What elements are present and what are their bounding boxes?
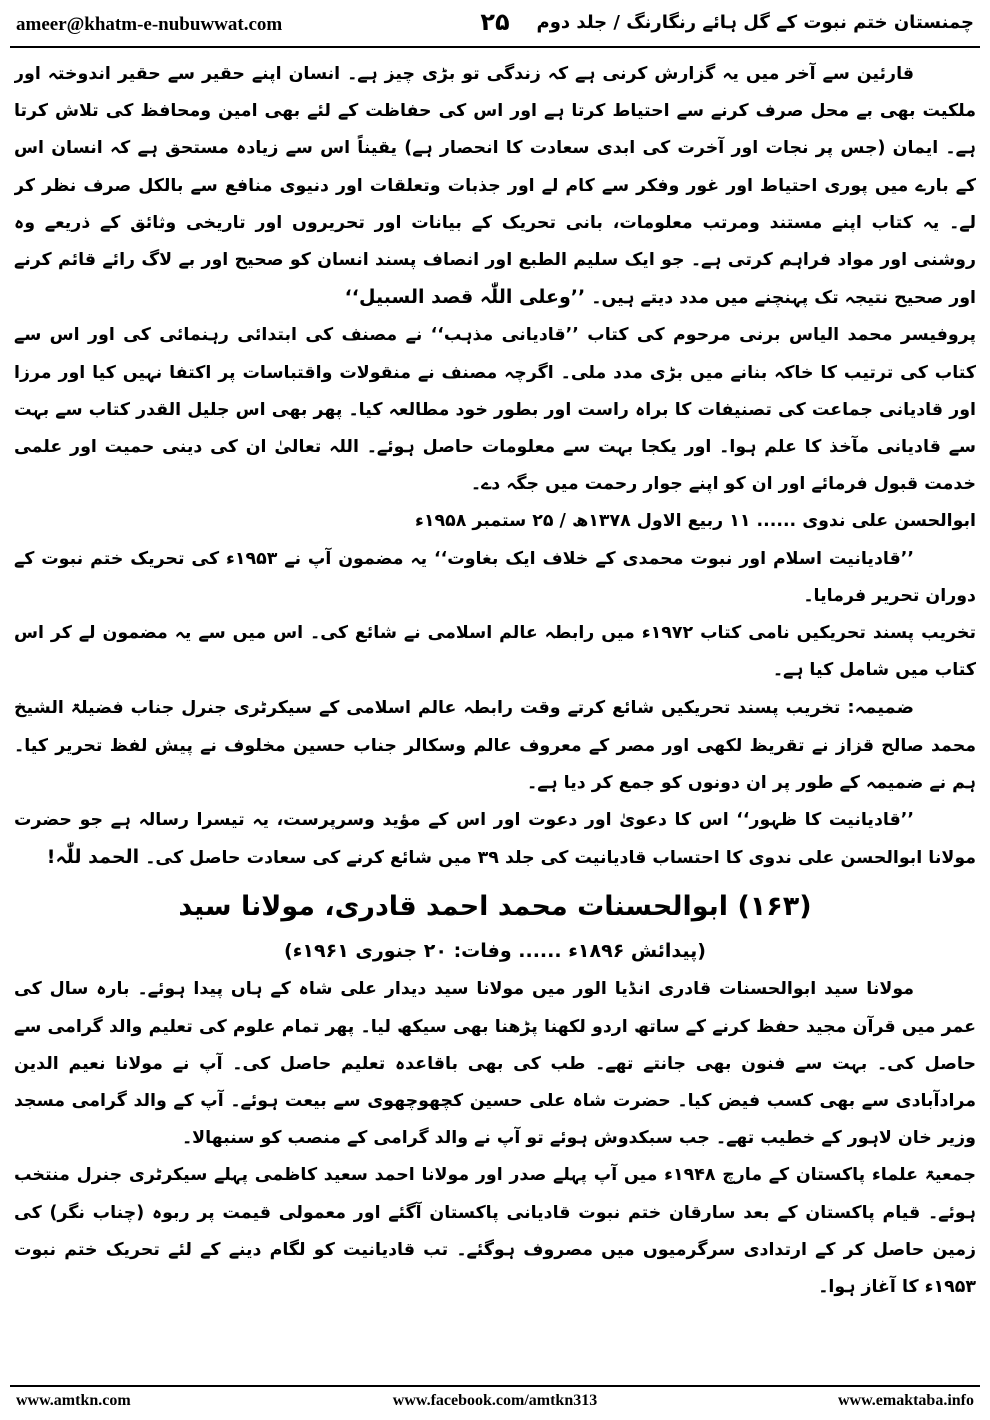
paragraph-barni: پروفیسر محمد الیاس برنی مرحوم کی کتاب ’’قادیانی مذہب‘‘ نے مصنف کی ابتدائی رہنمائی کی اور اس سے کتاب کی ترتیب کا خاکہ بنانے میں بڑی مدد ملی۔ اگرچہ مصنف نے منقولات واقتباسات پر اکتفا نہیں کیا اور مرزا اور قادیانی جماعت کی تصنیفات کا براہ راست اور بطور خود مطالعہ کیا۔ پھر بھی اس جلیل القدر کتاب سے بہت سے قادیانی مآخذ کا علم ہوا۔ اور یکجا بہت سے معلومات حاصل ہوئے۔ اللہ تعالیٰ ان کی دینی حمیت اور علمی خدمت قبول فرمائے اور ان کو اپنے جوار رحمت میں جگہ دے۔	[14, 325, 976, 495]
header-divider	[10, 46, 980, 48]
paragraph-jamiat: جمعیۃ علماء پاکستان کے مارچ ۱۹۴۸ء میں آپ پہلے صدر اور مولانا احمد سعید کاظمی پہلے سیکرٹری جنرل منتخب ہوئے۔ قیام پاکستان کے بعد سارقان ختم نبوت قادیانی پاکستان آگئے اور معمولی قیمت پر ربوہ (چناب نگر) کی زمین حاصل کر کے ارتدادی سرگرمیوں میں مصروف ہوگئے۔ تب قادیانیت کو لگام دینے کے لئے تحریک ختم نبوت ۱۹۵۳ء کا آغاز ہوا۔	[14, 1165, 976, 1298]
arabic-quote: ’’وعلی اللّٰہ قصد السبیل‘‘	[344, 286, 586, 309]
paragraph-third-treatise	[14, 802, 976, 877]
paragraph-appendix	[14, 689, 976, 802]
footer-link-emaktaba[interactable]: www.emaktaba.info	[837, 1392, 974, 1409]
author-signature: ابوالحسن علی ندوی ...... ۱۱ ربیع الاول ۱۳۷۸ھ / ۲۵ ستمبر ۱۹۵۸ء	[415, 511, 976, 532]
footer-divider	[10, 1385, 980, 1387]
paragraph-article: ’’قادیانیت اسلام اور نبوت محمدی کے خلاف ایک بغاوت‘‘ یہ مضمون آپ نے ۱۹۵۳ء کی تحریک ختم نبوت کے دوران تحریر فرمایا۔	[14, 548, 976, 606]
page-number: ۲۵	[480, 8, 510, 36]
book-title: چمنستان ختم نبوت کے گل ہائے رنگارنگ / جلد دوم	[536, 12, 974, 33]
page-header	[10, 6, 980, 42]
appendix-label: ضمیمہ:	[847, 697, 915, 719]
page-footer	[10, 1390, 980, 1416]
paragraph-biography: مولانا سید ابوالحسنات قادری انڈیا الور میں مولانا سید دیدار علی شاہ کے ہاں پیدا ہوئے۔ بارہ سال کی عمر میں قرآن مجید حفظ کرنے کے ساتھ اردو لکھنا پڑھنا بھی سیکھ لیا۔ پھر تمام علوم کی تعلیم والد گرامی سے حاصل کی۔ بہت سے فنون بھی جانتے تھے۔ طب کی بھی باقاعدہ تعلیم حاصل کی۔ آپ نے مولانا نعیم الدین مرادآبادی سے بھی کسب فیض کیا۔ حضرت شاہ علی حسین کچھوچھوی سے بیعت ہوئے۔ آپ کے والد گرامی مسجد وزیر خان لاہور کے خطیب تھے۔ جب سبکدوش ہوئے تو آپ نے والد گرامی کے منصب کو سنبھالا۔	[14, 979, 976, 1149]
page-content	[14, 56, 976, 1378]
paragraph-intro-text: قارئین سے آخر میں یہ گزارش کرنی ہے کہ زندگی تو بڑی چیز ہے۔ انسان اپنے حقیر سے حقیر اندوختہ اور ملکیت بھی بے محل صرف کرنے سے احتیاط کرتا ہے اور اس کی حفاظت کے لئے بھی امین ومحافظ کی تلاش کرتا ہے۔ ایمان (جس پر نجات اور آخرت کی ابدی سعادت کا انحصار ہے) یقیناً اس سے زیادہ مستحق ہے کہ انسان اس کے بارے میں پوری احتیاط اور غور وفکر سے کام لے اور جذبات وتعلقات اور دنیوی منافع سے بالکل صرف نظر کر لے۔ یہ کتاب اپنے مستند ومرتب معلومات، بانی تحریک کے بیانات اور تحریروں اور تاریخی وثائق کے ذریعے وہ روشنی اور مواد فراہم کرتی ہے۔ جو ایک سلیم الطبع اور انصاف پسند انسان کو صحیح اور بے لاگ رائے قائم کرنے اور صحیح نتیجہ تک پہنچنے میں مدد دیتے ہیں۔	[14, 64, 976, 309]
paragraph-book: تخریب پسند تحریکیں نامی کتاب ۱۹۷۲ء میں رابطہ عالم اسلامی نے شائع کی۔ اس میں سے یہ مضمون لے کر اس کتاب میں شامل کیا ہے۔	[14, 623, 976, 681]
paragraph-intro	[14, 56, 976, 317]
section-heading: (۱۶۳) ابوالحسنات محمد احمد قادری، مولانا سید	[178, 891, 812, 923]
appendix-text: تخریب پسند تحریکیں شائع کرتے وقت رابطہ عالم اسلامی کے سیکرٹری جنرل جناب فضیلۃ الشیخ محمد صالح قزاز نے تقریظ لکھی اور مصر کے معروف عالم وسکالر جناب حسین مخلوف نے پیش لفظ تحریر کیا۔ ہم نے ضمیمہ کے طور پر ان دونوں کو جمع کر دیا ہے۔	[14, 698, 976, 793]
section-dates: (پیدائش ۱۸۹۶ء ...... وفات: ۲۰ جنوری ۱۹۶۱ء)	[284, 940, 706, 963]
third-treatise-text: ’’قادیانیت کا ظہور‘‘ اس کا دعویٰ اور دعوت اور اس کے مؤید وسرپرست، یہ تیسرا رسالہ ہے جو حضرت مولانا ابوالحسن علی ندوی کا احتساب قادیانیت کی جلد ۳۹ میں شائع کرنے کی سعادت حاصل کی۔	[14, 810, 976, 869]
header-email: ameer@khatm-e-nubuwwat.com	[16, 14, 283, 35]
alhamdulillah: الحمد للّٰہ!	[46, 846, 140, 869]
footer-link-facebook[interactable]: www.facebook.com/amtkn313	[392, 1392, 598, 1409]
footer-link-amtkn[interactable]: www.amtkn.com	[16, 1392, 131, 1409]
